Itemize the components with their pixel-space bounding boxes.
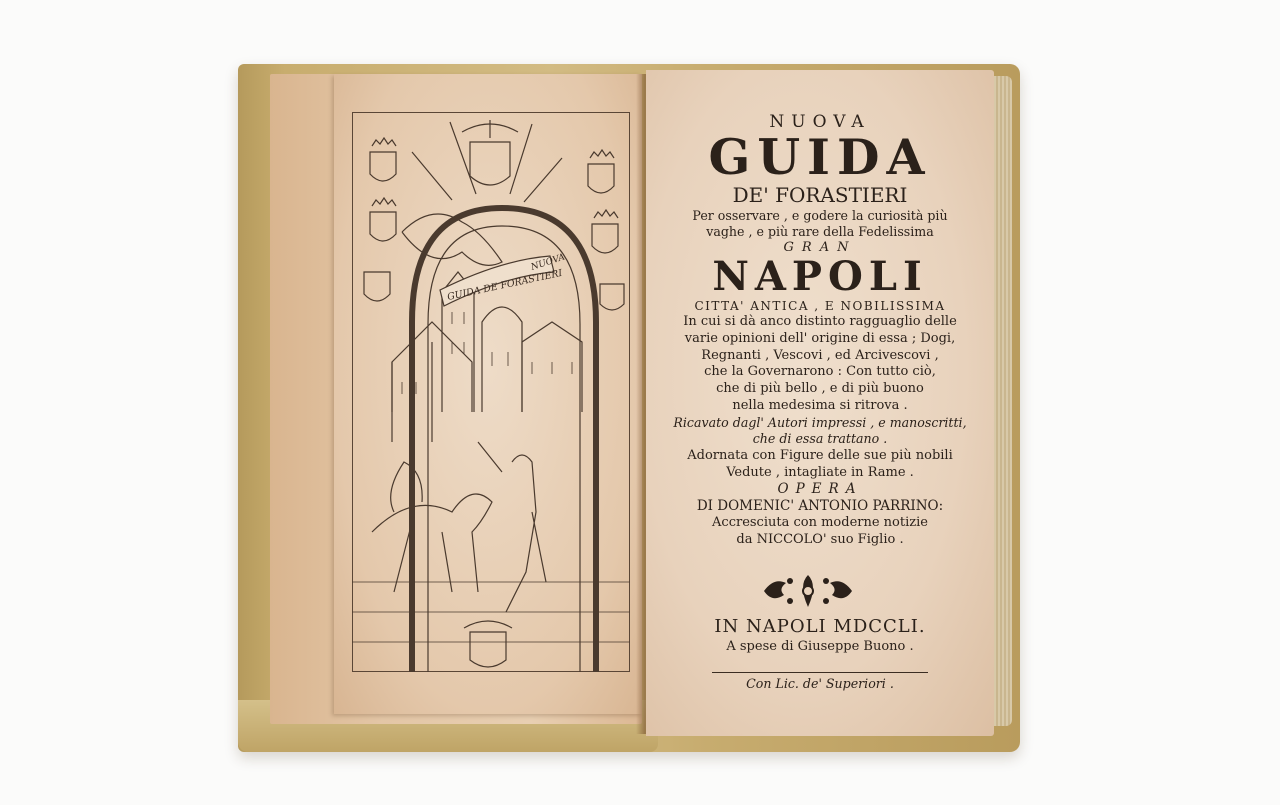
title-city: NAPOLI	[712, 253, 928, 300]
title-line: Per osservare , e godere la curiosità più	[692, 208, 948, 223]
title-line: GRAN	[783, 240, 857, 255]
coat-of-arms-icon	[588, 150, 614, 193]
frontispiece-engraving	[352, 112, 630, 672]
eagle-crest-icon	[462, 120, 518, 185]
title-line: OPERA	[777, 481, 863, 498]
title-line: Adornata con Figure delle sue più nobili	[687, 447, 953, 463]
author-line: DI DOMENIC' ANTONIO PARRINO:	[696, 498, 944, 515]
title-main: GUIDA	[708, 128, 932, 186]
title-line: Accresciuta con moderne notizie	[712, 515, 928, 531]
imprint-rule	[712, 672, 928, 673]
title-text-block	[660, 112, 980, 549]
coat-of-arms-icon	[600, 284, 624, 310]
license-block	[660, 676, 980, 692]
title-line: Vedute , intagliate in Rame .	[726, 464, 914, 480]
imprint-block	[660, 616, 980, 656]
title-line: Ricavato dagl' Autori impressi , e manoscritti,	[673, 414, 967, 430]
imprint-place-date: IN NAPOLI MDCCLI.	[714, 616, 926, 637]
coat-of-arms-icon	[370, 138, 396, 181]
title-line: da NICCOLO' suo Figlio .	[736, 532, 904, 548]
coat-of-arms-icon	[370, 198, 396, 241]
coat-of-arms-icon	[592, 210, 618, 253]
title-line: NUOVA	[769, 112, 871, 132]
title-line: varie opinioni dell' origine di essa ; Dogi,	[684, 330, 956, 346]
banner-top-text: NUOVA	[529, 252, 567, 273]
title-line: DE' FORASTIERI	[732, 183, 908, 207]
banner-bottom-text: GUIDA DE FORASTIERI	[446, 267, 564, 303]
title-line: In cui si dà anco distinto ragguaglio delle	[683, 314, 957, 329]
title-line: nella medesima si ritrova .	[732, 397, 908, 413]
title-line: che la Governarono : Con tutto ciò,	[704, 364, 936, 380]
title-line: CITTA' ANTICA , E NOBILISSIMA	[694, 299, 946, 313]
title-line: che di più bello , e di più buono	[716, 381, 924, 397]
title-line: vaghe , e più rare della Fedelissima	[706, 224, 934, 239]
imprint-publisher: A spese di Giuseppe Buono .	[726, 639, 914, 654]
coat-of-arms-icon	[364, 272, 390, 301]
title-line: che di essa trattano .	[752, 431, 888, 447]
imprint-license: Con Lic. de' Superiori .	[746, 676, 894, 691]
fleuron-ornament-icon	[760, 571, 856, 611]
coat-of-arms-icon	[464, 621, 512, 667]
title-line: Regnanti , Vescovi , ed Arcivescovi ,	[701, 347, 939, 363]
